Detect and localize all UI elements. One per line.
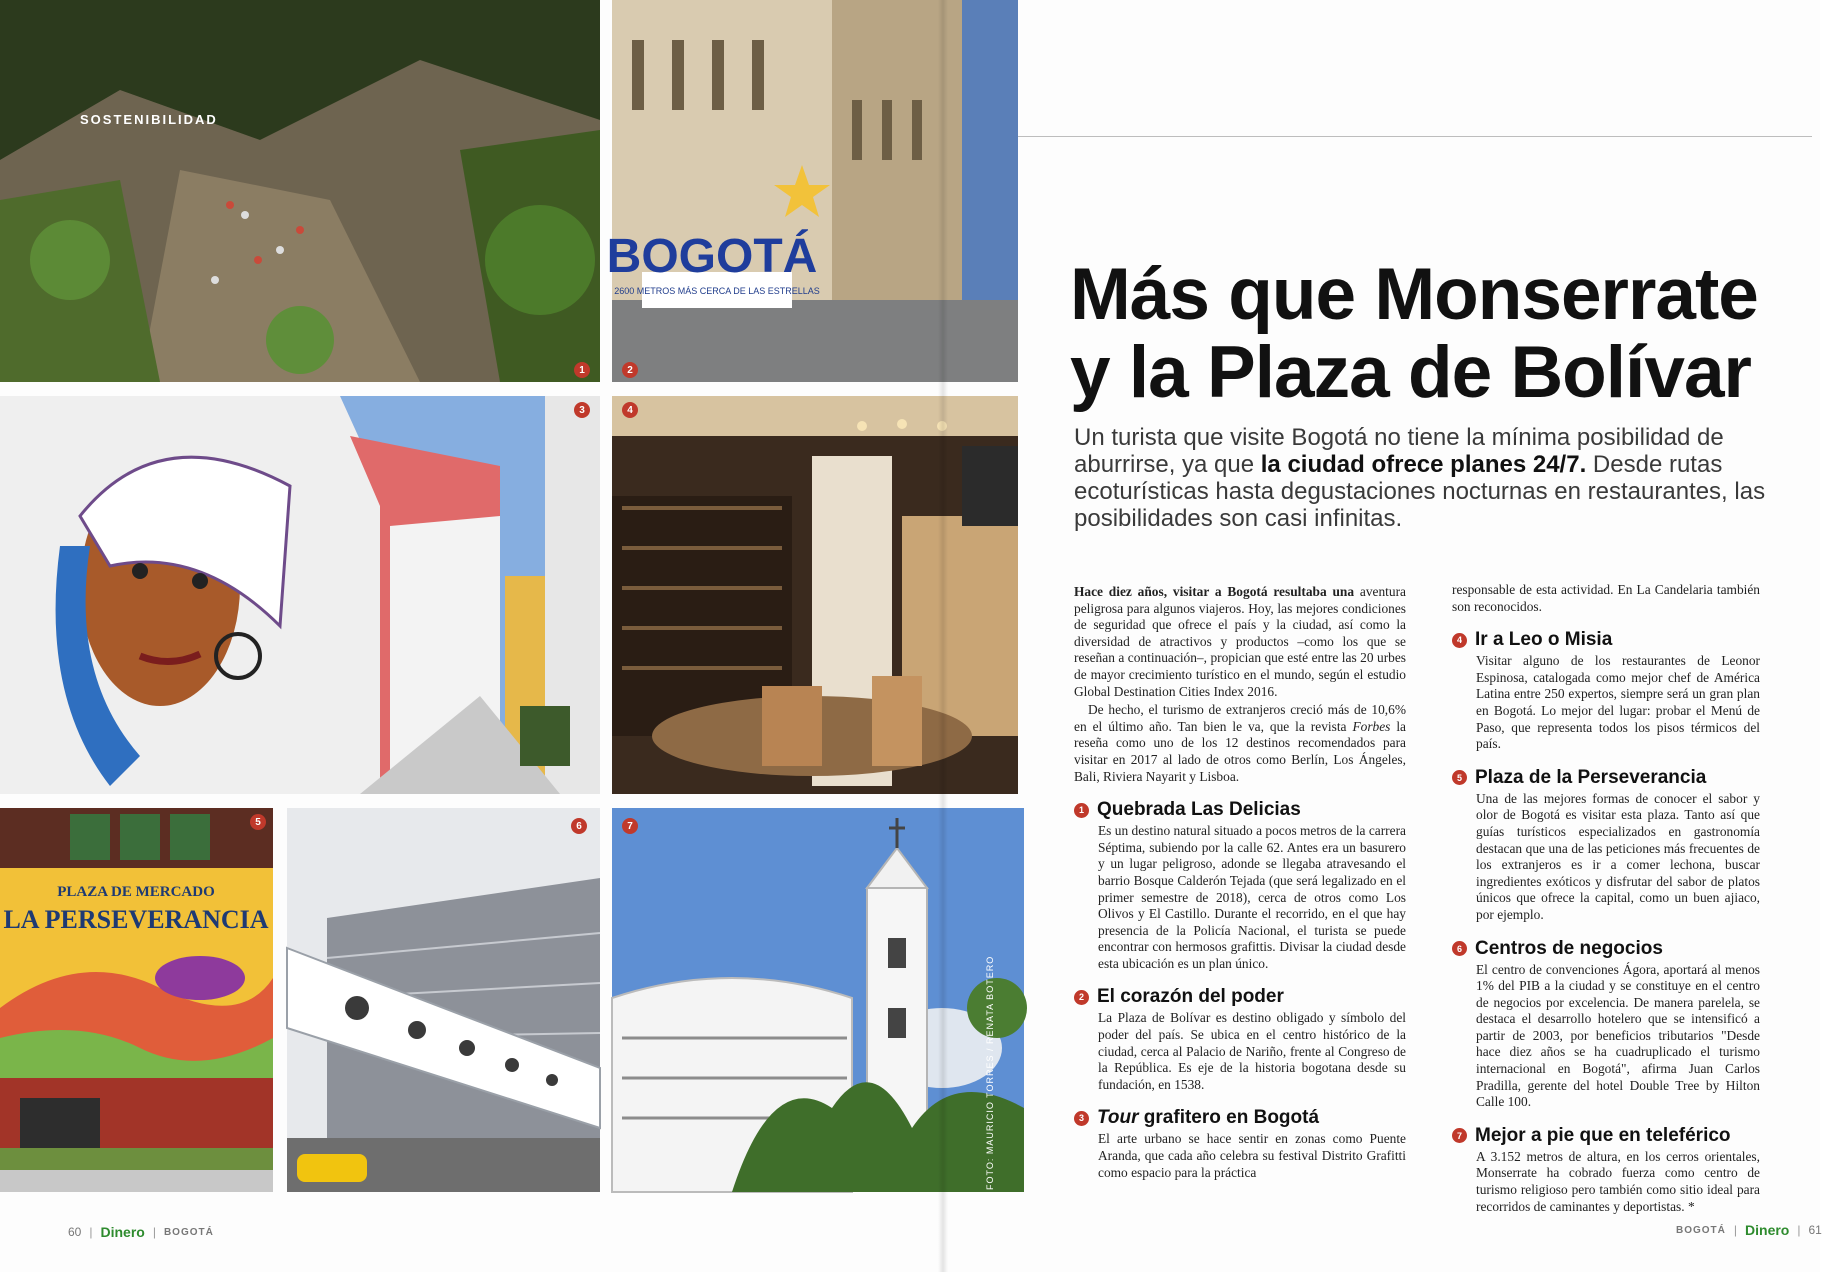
list-item: [1074, 1107, 1406, 1181]
folio-separator: |: [1797, 1223, 1801, 1237]
bogota-sign-photo: [606, 0, 1018, 382]
section-tag: SOSTENIBILIDAD: [80, 112, 218, 127]
photo-market: [0, 808, 273, 1192]
photo-number: 4: [622, 402, 638, 418]
photo-graffiti: [0, 396, 600, 794]
item-body: La Plaza de Bolívar es destino obligado y símbolo del poder del país. Se ubica en el centro histórico de la ciudad, cerca al Palacio de Nariño, frente al Congreso de la República. Es eje de la historia bogotana desde su fundación, en 1538.: [1098, 1010, 1406, 1092]
folio-left: [68, 1224, 214, 1240]
list-item: [1452, 767, 1760, 924]
item-heading: [1074, 1107, 1406, 1129]
market-mural-photo: [0, 808, 273, 1192]
convention-center-photo: [287, 808, 600, 1192]
item-title: Centros de negocios: [1475, 937, 1663, 959]
photo-number: 1: [574, 362, 590, 378]
photo-monserrate: [612, 808, 1024, 1192]
photo-quebrada: [0, 0, 600, 382]
list-item: [1452, 1125, 1760, 1215]
intro-text: aventura peligrosa para algunos viajeros. Hoy, las mejores condiciones de seguridad que ofrece el país y la ciudad, así como la diversidad de atractivos y productos –como los que se reseñan a continuación–, propician que esté entre las 20 urbes de mayor crecimiento turístico en el mundo, según el estudio Global Destination Cities Index 2016.: [1074, 584, 1406, 699]
folio-right: [1676, 1222, 1822, 1238]
item-body: A 3.152 metros de altura, en los cerros orientales, Monserrate ha cobrado fuerza como centro de turismo religioso pero también como sitio ideal para recorridos de caminantes y deportistas. *: [1476, 1148, 1760, 1214]
item-number: 7: [1452, 1128, 1467, 1143]
item-number: 4: [1452, 633, 1467, 648]
page-number: 60: [68, 1225, 82, 1239]
intro-paragraph: [1074, 584, 1406, 700]
sign-subtitle: 2600 METROS MÁS CERCA DE LAS ESTRELLAS: [614, 286, 820, 296]
item-title: Plaza de la Perseverancia: [1475, 766, 1707, 788]
restaurant-interior-photo: [612, 396, 1018, 794]
photo-bogota-sign: [606, 0, 1018, 382]
folio-separator: |: [1733, 1223, 1738, 1237]
item-heading: [1074, 799, 1406, 821]
mural-line-1: PLAZA DE MERCADO: [57, 884, 215, 900]
top-rule: [1018, 136, 1812, 137]
lead-in: Hace diez años, visitar a Bogotá resultaba una: [1074, 584, 1355, 599]
dek-part-2: Desde rutas ecoturísticas hasta degustaciones nocturnas en restaurantes, las posibilidades son casi infinitas.: [1074, 451, 1766, 532]
photo-convention-center: [287, 808, 600, 1192]
section-name: BOGOTÁ: [1676, 1224, 1726, 1236]
section-name: BOGOTÁ: [163, 1226, 214, 1238]
item-body: El centro de convenciones Ágora, aportará al menos 1% del PIB a la ciudad y se constituye en el centro de negocios por excelencia. De manera parelela, se destaca el desarrollo hotelero que se intensificó a partir de 2003, por beneficios tributarios "Desde hace diez años se ha cuadruplicado el turismo internacional en Bogotá", afirma Juan Carlos Pradilla, gerente del hotel Double Tree by Hilton Calle 100.: [1476, 961, 1760, 1110]
list-item: [1452, 938, 1760, 1111]
photo-number: 5: [250, 814, 266, 830]
dek: [1074, 424, 1794, 532]
sign-title: BOGOTÁ: [606, 230, 818, 283]
item-title: El corazón del poder: [1097, 986, 1284, 1008]
dek-part-1: Un turista que visite Bogotá no tiene la mínima posibilidad de aburrirse, ya que: [1074, 424, 1724, 478]
item-heading: [1074, 986, 1406, 1008]
item-heading: [1452, 767, 1760, 789]
item-title: Quebrada Las Delicias: [1097, 799, 1301, 821]
list-item: [1074, 986, 1406, 1093]
page-number: 61: [1808, 1223, 1822, 1237]
item-title: Mejor a pie que en teleférico: [1475, 1124, 1731, 1146]
item-number: 5: [1452, 770, 1467, 785]
list-item: [1452, 629, 1760, 753]
headline-line-2: y la Plaza de Bolívar: [1070, 332, 1751, 413]
item-heading: [1452, 938, 1760, 960]
magazine-brand: Dinero: [100, 1224, 145, 1240]
item-number: 3: [1074, 1111, 1089, 1126]
photo-credit: FOTO: MAURICIO TORRES / RENATA BOTERO: [985, 955, 995, 1190]
photo-number: 3: [574, 402, 590, 418]
paragraph-2: [1074, 702, 1406, 785]
list-item: [1074, 799, 1406, 972]
item-title-italic: Tour: [1097, 1107, 1139, 1129]
folio-separator: |: [152, 1225, 156, 1239]
item-number: 1: [1074, 803, 1089, 818]
item-body: Es un destino natural situado a pocos metros de la carrera Séptima, subiendo por la calle 62. Antes era un basurero y un lugar peligroso, adonde se llegaba atravesando el barrio Bosque Calderón Tejada (que será legalizado en el primer semestre de 2018), cerca de otros como Los Olivos y El Castillo. Durante el recorrido, en el que hay presencia de la Policía Nacional, el turista se puede encontrar con hermosos grafittis. Divisar la ciudad desde esta ubicación es un plan único.: [1098, 823, 1406, 971]
item-title: grafitero en Bogotá: [1138, 1107, 1320, 1129]
mountain-trail-photo: [0, 0, 600, 382]
item-body: El arte urbano se hace sentir en zonas como Puente Aranda, que cada año celebra su festival Distrito Grafitti como espacio para la práctica: [1098, 1131, 1406, 1180]
mural-line-2: LA PERSEVERANCIA: [3, 905, 269, 934]
item-title: Ir a Leo o Misia: [1475, 629, 1613, 651]
photo-number: 2: [622, 362, 638, 378]
item-number: 2: [1074, 990, 1089, 1005]
dek-bold: la ciudad ofrece planes 24/7.: [1260, 451, 1587, 478]
photo-number: 6: [571, 818, 587, 834]
item-heading: [1452, 1125, 1760, 1147]
paragraph-2-text-b: la reseña como uno de los 12 destinos recomendados para visitar en 2017 al lado de otros como Berlín, Los Ángeles, Bali, Riviera Nayarit y Lisboa.: [1074, 718, 1407, 784]
forbes-italic: Forbes: [1352, 718, 1391, 734]
body-column-2: [1452, 582, 1760, 1215]
headline: [1070, 256, 1810, 412]
magazine-brand: Dinero: [1745, 1222, 1790, 1238]
photo-restaurant: [612, 396, 1018, 794]
body-column-1: [1074, 584, 1406, 1181]
photo-number: 7: [622, 818, 638, 834]
paragraph-2-text-a: De hecho, el turismo de extranjeros creció más de 10,6% en el último año. Tan bien le va, que la revista: [1074, 702, 1406, 734]
page-gutter: [938, 0, 948, 1272]
item-body: Una de las mejores formas de conocer el sabor y olor de Bogotá es visitar esta plaza. Tanto así que guías turísticos especializados en gastronomía destacan que una de las peticiones más frecuentes de los extranjeros es ir a comer lechona, buscar ingredientes exóticos y disfrutar del sabor de platos únicos que ofrece la capital, como un buen ajiaco, por ejemplo.: [1476, 790, 1760, 922]
item-body: Visitar alguno de los restaurantes de Leonor Espinosa, catalogada como mejor chef de América Latina entre 250 expertos, siempre será un gran plan en Bogotá. Lo mejor del lugar: probar el Menú de Paso, que representa todos los pisos térmicos del país.: [1476, 653, 1760, 752]
item-number: 6: [1452, 941, 1467, 956]
folio-separator: |: [89, 1225, 93, 1239]
item-heading: [1452, 629, 1760, 651]
graffiti-street-photo: [0, 396, 600, 794]
monserrate-church-photo: [612, 808, 1024, 1192]
headline-line-1: Más que Monserrate: [1070, 254, 1758, 335]
continuation-paragraph: responsable de esta actividad. En La Candelaria también son reconocidos.: [1452, 582, 1760, 614]
